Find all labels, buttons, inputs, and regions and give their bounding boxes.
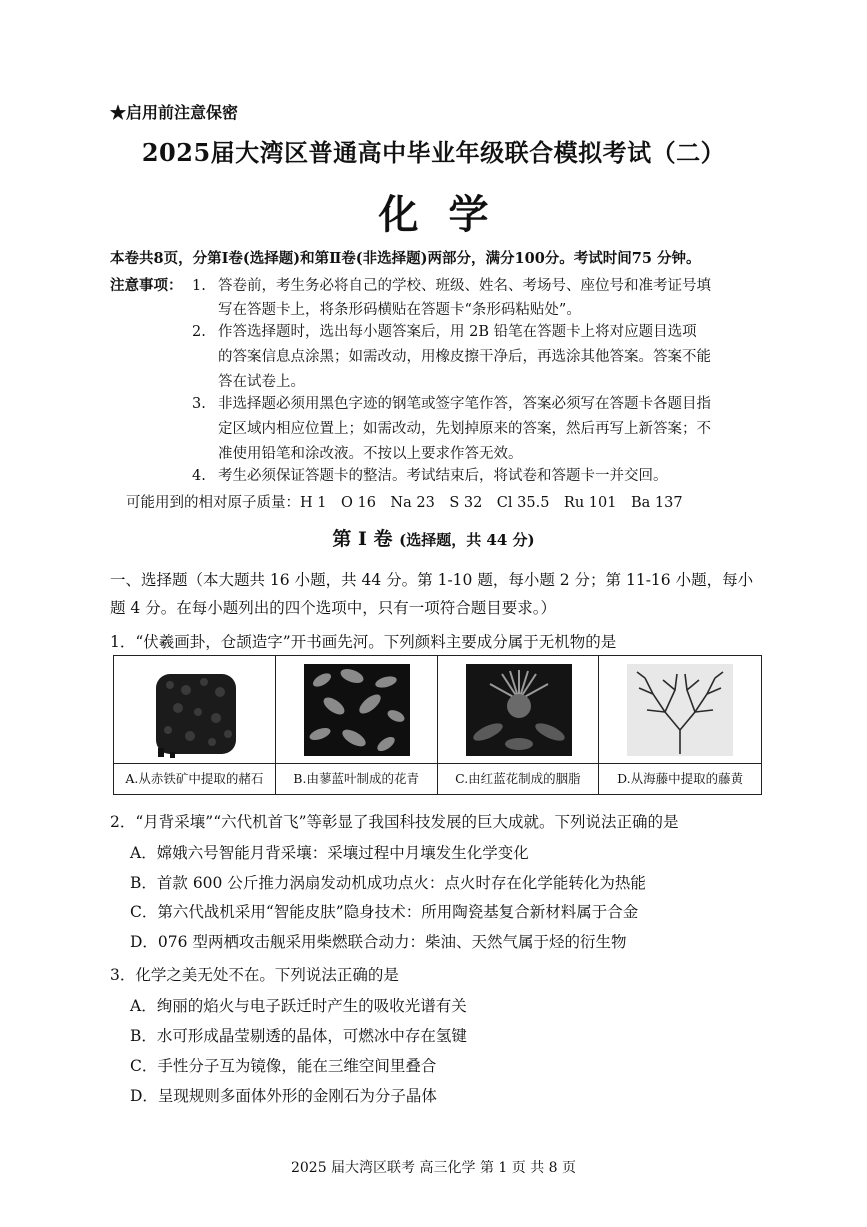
- question-1-image-table: [113, 655, 762, 795]
- option-cell-d: [599, 656, 761, 794]
- note-line: 的答案信息点涂黑；如需改动，用橡皮擦干净后，再选涂其他答案。答案不能: [218, 349, 711, 365]
- confidential-notice: ★启用前注意保密: [110, 103, 239, 122]
- question-stem: 3．化学之美无处不在。下列说法正确的是: [110, 966, 399, 984]
- note-item: [192, 392, 711, 467]
- answer-option: D．呈现规则多面体外形的金刚石为分子晶体: [130, 1087, 437, 1105]
- note-line: 非选择题必须用黑色字迹的钢笔或签字笔作答，答案必须写在答题卡各题目指: [218, 396, 711, 412]
- question-stem: 1．“伏羲画卦，仓颉造字”开书画先河。下列颜料主要成分属于无机物的是: [110, 633, 617, 651]
- note-line: 考生必须保证答题卡的整洁。考试结束后，将试卷和答题卡一并交回。: [218, 468, 668, 484]
- option-caption: C.由红蓝花制成的胭脂: [438, 763, 599, 794]
- note-number: 3.: [192, 396, 206, 412]
- option-cell-c: [438, 656, 600, 794]
- section-subtitle: (选择题，共 44 分): [399, 531, 535, 549]
- note-line: 写在答题卡上，将条形码横贴在答题卡“条形码粘贴处”。: [218, 302, 581, 318]
- question-stem: 2．“月背采壤”“六代机首飞”等彰显了我国科技发展的巨大成就。下列说法正确的是: [110, 813, 679, 831]
- option-caption: D.从海藤中提取的藤黄: [599, 763, 761, 794]
- note-item: [192, 274, 711, 322]
- section-title-main: 第 I 卷: [332, 528, 393, 550]
- note-number: 1.: [192, 278, 206, 294]
- section-instruction: 一、选择题（本大题共 16 小题，共 44 分。第 1-10 题，每小题 2 分；第 11-16 小题，每小: [110, 571, 754, 589]
- note-line: 答在试卷上。: [218, 374, 305, 390]
- safflower-image: [444, 660, 594, 760]
- notes-label: 注意事项：: [110, 277, 183, 294]
- option-cell-b: [276, 656, 438, 794]
- exam-title: 2025届大湾区普通高中毕业年级联合模拟考试（二）: [141, 138, 726, 167]
- paper-intro: 本卷共8页，分第Ⅰ卷(选择题)和第Ⅱ卷(非选择题)两部分，满分100分。考试时间75 分钟。: [110, 250, 701, 267]
- option-caption: A.从赤铁矿中提取的赭石: [114, 763, 275, 794]
- section-instruction: 题 4 分。在每小题列出的四个选项中，只有一项符合题目要求。）: [110, 599, 556, 617]
- option-cell-a: [114, 656, 276, 794]
- note-line: 定区域内相应位置上；如需改动，先划掉原来的答案，然后再写上新答案；不: [218, 421, 711, 437]
- note-number: 2.: [192, 324, 206, 340]
- note-line: 答卷前，考生务必将自己的学校、班级、姓名、考场号、座位号和准考证号填: [218, 278, 711, 294]
- sea-fan-image: [605, 660, 755, 760]
- answer-option: D．076 型两栖攻击舰采用柴燃联合动力：柴油、天然气属于烃的衍生物: [130, 933, 627, 951]
- answer-option: A．嫦娥六号智能月背采壤：采壤过程中月壤发生化学变化: [130, 844, 529, 862]
- answer-option: C．第六代战机采用“智能皮肤”隐身技术：所用陶瓷基复合新材料属于合金: [130, 903, 639, 921]
- ochre-rock-image: [120, 660, 270, 760]
- note-line: 作答选择题时，选出每小题答案后，用 2B 铅笔在答题卡上将对应题目选项: [218, 324, 697, 340]
- subject-title: 化学: [378, 191, 519, 238]
- option-caption: B.由蓼蓝叶制成的花青: [276, 763, 437, 794]
- atomic-masses: 可能用到的相对原子质量：H 1 O 16 Na 23 S 32 Cl 35.5 Ru 101 Ba 137: [126, 495, 683, 511]
- note-line: 准使用铅笔和涂改液。不按以上要求作答无效。: [218, 446, 523, 462]
- page-footer: 2025 届大湾区联考 高三化学 第 1 页 共 8 页: [290, 1160, 577, 1176]
- note-item: [192, 464, 668, 488]
- answer-option: C．手性分子互为镜像，能在三维空间里叠合: [130, 1057, 437, 1075]
- answer-option: B．首款 600 公斤推力涡扇发动机成功点火：点火时存在化学能转化为热能: [130, 874, 646, 892]
- note-number: 4.: [192, 468, 206, 484]
- indigo-leaves-image: [282, 660, 432, 760]
- section-title: [0, 524, 867, 551]
- answer-option: B．水可形成晶莹剔透的晶体，可燃冰中存在氢键: [130, 1027, 467, 1045]
- answer-option: A．绚丽的焰火与电子跃迁时产生的吸收光谱有关: [130, 997, 467, 1015]
- note-item: [192, 320, 711, 395]
